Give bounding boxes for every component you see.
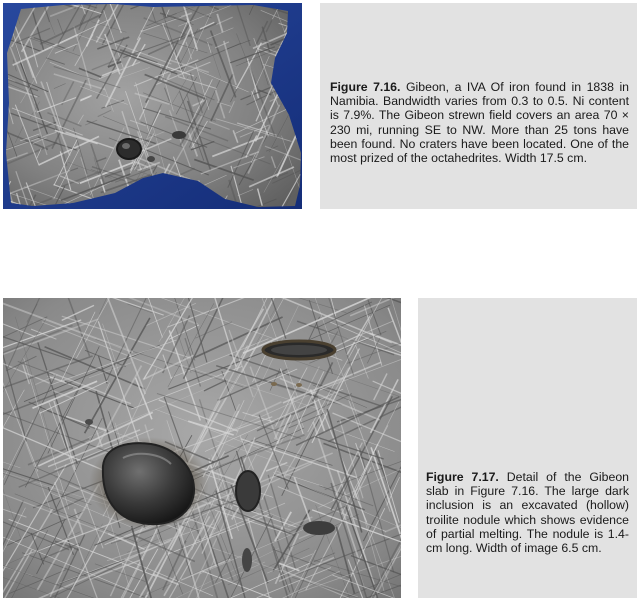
caption-text: Detail of the Gibeon slab in Figure 7.16. The large dark inclusion is an excavated (hollow) troilite nodule which shows evidence of partial melting. The nodule is 1.4-cm long. Width of image 6.5 cm. — [426, 470, 630, 556]
figure-label: Figure 7.17. — [426, 470, 499, 484]
small-inclusion — [172, 131, 186, 139]
gibeon-slab-photo — [3, 3, 302, 209]
gibeon-slab-image — [3, 3, 302, 209]
small-inclusion — [147, 156, 155, 162]
troilite-nodule — [117, 139, 141, 159]
figure-7-17-caption-box — [418, 298, 637, 598]
figure-7-16-caption — [330, 80, 629, 165]
small-inclusion — [242, 548, 252, 572]
gibeon-detail-photo — [3, 298, 401, 598]
figure-7-16-caption-box — [320, 3, 637, 209]
figure-label: Figure 7.16. — [330, 80, 401, 94]
small-inclusion — [236, 471, 260, 511]
small-inclusion — [303, 521, 335, 535]
caption-text: Gibeon, a IVA Of iron found in 1838 in Namibia. Bandwidth varies from 0.3 to 0.5. Ni content is 7.9%. The Gibeon strewn field covers an area 70 × 230 mi, running SE to NW. More than 25 tons have been found. No craters have been located. One of the most prized of the octahedrites. Width 17.5 cm. — [330, 80, 630, 166]
gibeon-detail-image — [3, 298, 401, 598]
figure-7-17-caption — [426, 470, 629, 555]
